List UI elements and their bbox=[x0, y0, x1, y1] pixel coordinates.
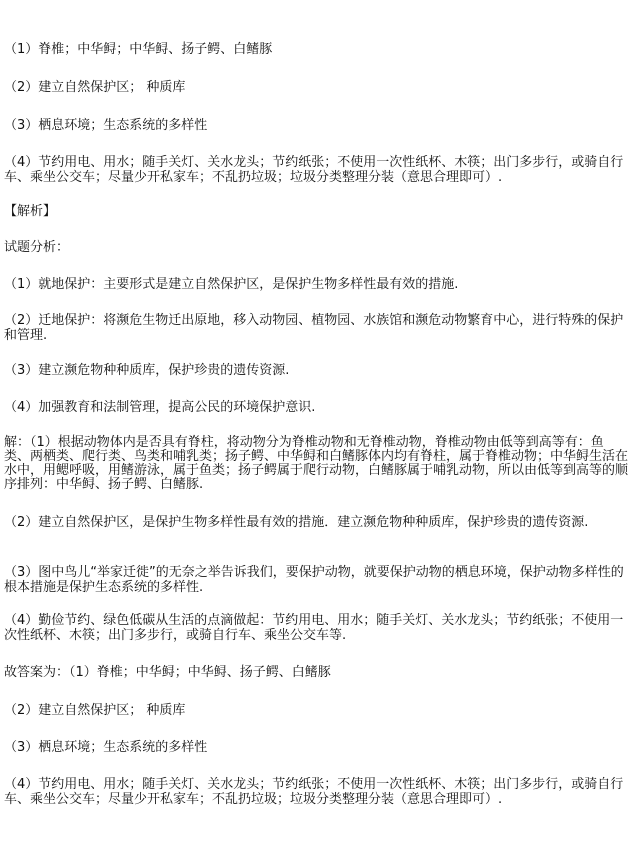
analysis-intro: 试题分析： bbox=[4, 240, 70, 255]
analysis-point-1: （1）就地保护：主要形式是建立自然保护区，是保护生物多样性最有效的措施. bbox=[4, 277, 459, 292]
analysis-point-3: （3）建立濒危物种种质库，保护珍贵的遗传资源. bbox=[4, 363, 290, 378]
solution-part-3: （3）图中鸟儿“举家迁徙”的无奈之举告诉我们，要保护动物，就要保护动物的栖息环境，保护动物多样性的根本措施是保护生态系统的多样性. bbox=[4, 565, 624, 595]
answer-line-4: （4）节约用电、用水；随手关灯、关水龙头；节约纸张；不使用一次性纸杯、木筷；出门多步行，或骑自行车、乘坐公交车；尽量少开私家车；不乱扔垃圾；垃圾分类整理分装（意思合理即可）. bbox=[4, 155, 624, 185]
answer-line-2: （2）建立自然保护区； 种质库 bbox=[4, 80, 186, 95]
final-answer-line-3: （3）栖息环境；生态系统的多样性 bbox=[4, 740, 208, 755]
solution-part-1: 解：（1）根据动物体内是否具有脊柱，将动物分为脊椎动物和无脊椎动物，脊椎动物由低等到高等有：鱼类、两栖类、爬行类、鸟类和哺乳类；扬子鳄、中华鲟和白鳍豚体内均有脊柱，属于脊椎动物；中华鲟生活在水中，用鳃呼吸，用鳍游泳，属于鱼类；扬子鳄属于爬行动物，白鳍豚属于哺乳动物，所以由低等到高等的顺序排列：中华鲟、扬子鳄、白鳍豚. bbox=[4, 435, 629, 492]
answer-line-3: （3）栖息环境；生态系统的多样性 bbox=[4, 118, 208, 133]
analysis-point-4: （4）加强教育和法制管理，提高公民的环境保护意识. bbox=[4, 400, 316, 415]
analysis-point-2: （2）迁地保护：将濒危生物迁出原地，移入动物园、植物园、水族馆和濒危动物繁育中心，进行特殊的保护和管理. bbox=[4, 313, 624, 343]
answer-line-1: （1）脊椎；中华鲟；中华鲟、扬子鳄、白鳍豚 bbox=[4, 42, 273, 57]
solution-part-4: （4）勤俭节约、绿色低碳从生活的点滴做起：节约用电、用水；随手关灯、关水龙头；节约纸张；不使用一次性纸杯、木筷；出门多步行，或骑自行车、乘坐公交车等. bbox=[4, 613, 624, 643]
analysis-heading: 【解析】 bbox=[4, 204, 57, 219]
final-answer-line-4: （4）节约用电、用水；随手关灯、关水龙头；节约纸张；不使用一次性纸杯、木筷；出门多步行，或骑自行车、乘坐公交车；尽量少开私家车；不乱扔垃圾；垃圾分类整理分装（意思合理即可）. bbox=[4, 777, 624, 807]
final-answer-line-2: （2）建立自然保护区； 种质库 bbox=[4, 703, 186, 718]
solution-part-2: （2）建立自然保护区，是保护生物多样性最有效的措施．建立濒危物种种质库，保护珍贵的遗传资源. bbox=[4, 515, 589, 530]
final-answer-line-1: 故答案为：（1）脊椎；中华鲟；中华鲟、扬子鳄、白鳍豚 bbox=[4, 665, 331, 680]
